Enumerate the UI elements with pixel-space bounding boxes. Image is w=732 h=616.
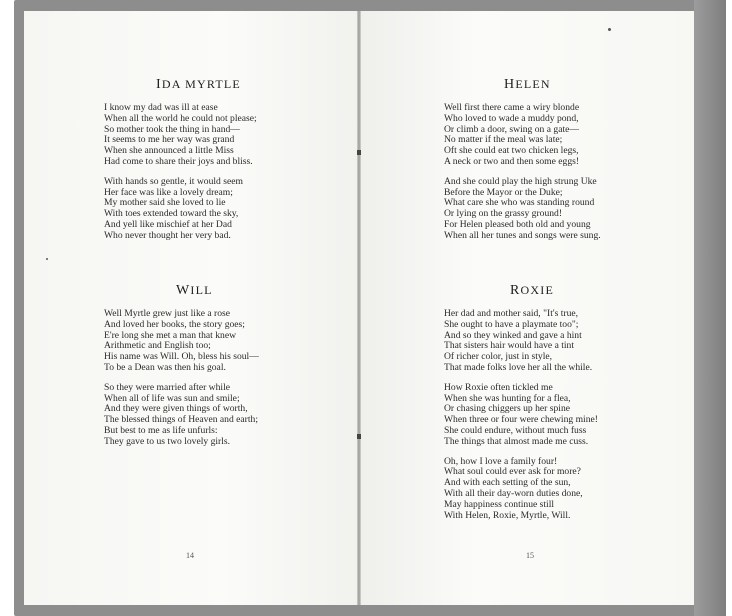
poem-body	[444, 103, 601, 242]
poem-line: But best to me as life unfurls:	[104, 424, 218, 436]
stanza	[104, 103, 257, 168]
poem-line: And loved her books, the story goes;	[104, 318, 245, 330]
poem-line: When she was hunting for a flea,	[444, 392, 571, 404]
poem-line: A neck or two and then some eggs!	[444, 155, 580, 167]
poem-line: Before the Mayor or the Duke;	[444, 186, 563, 198]
poem-body	[104, 309, 259, 448]
poem-line: She could endure, without much fuss	[444, 424, 587, 436]
poem-line: Her face was like a lovely dream;	[104, 186, 233, 198]
poem-helen	[444, 77, 601, 251]
stanza	[444, 383, 598, 448]
poem-line: And with each setting of the sun,	[444, 477, 571, 489]
poem-line: With Helen, Roxie, Myrtle, Will.	[444, 509, 571, 521]
poem-line: How Roxie often tickled me	[444, 381, 553, 393]
cover-edge	[694, 0, 726, 616]
poem-line: And yell like mischief at her Dad	[104, 218, 232, 230]
stanza	[104, 383, 259, 448]
binding-staple	[357, 434, 361, 439]
poem-line: So they were married after while	[104, 381, 230, 393]
poem-line: When all her tunes and songs were sung.	[444, 229, 601, 241]
poem-title: WILL	[176, 283, 213, 298]
page-number: 14	[186, 551, 194, 560]
poem-line: Well first there came a wiry blonde	[444, 102, 580, 113]
poem-line: That made folks love her all the while.	[444, 361, 593, 373]
poem-line: And they were given things of worth,	[104, 403, 248, 415]
poem-line: And so they winked and gave a hint	[444, 329, 582, 341]
paper-speck	[608, 28, 611, 31]
poem-line: Had come to share their joys and bliss.	[104, 155, 253, 167]
poem-body	[104, 103, 257, 242]
poem-line: I know my dad was ill at ease	[104, 102, 218, 113]
poem-line: Well Myrtle grew just like a rose	[104, 308, 231, 319]
poem-line: And she could play the high strung Uke	[444, 175, 597, 187]
poem-line: What soul could ever ask for more?	[444, 466, 581, 478]
poem-line: With hands so gentle, it would seem	[104, 175, 243, 187]
poem-title: IDA MYRTLE	[156, 77, 241, 92]
poem-line: My mother said she loved to lie	[104, 197, 226, 209]
page-number: 15	[526, 551, 534, 560]
poem-line: Her dad and mother said, "It's true,	[444, 308, 579, 319]
stanza	[444, 103, 601, 168]
poem-line: Oft she could eat two chicken legs,	[444, 145, 579, 157]
poem-line: No matter if the meal was late;	[444, 134, 563, 146]
poem-line: With all their day-worn duties done,	[444, 487, 583, 499]
poem-ida-myrtle	[104, 77, 257, 251]
poem-line: May happiness continue still	[444, 498, 555, 510]
stanza	[104, 177, 257, 242]
poem-line: She ought to have a playmate too";	[444, 318, 579, 330]
poem-line: When three or four were chewing mine!	[444, 414, 598, 426]
poem-line: It seems to me her way was grand	[104, 134, 235, 146]
poem-line: The blessed things of Heaven and earth;	[104, 414, 258, 426]
poem-line: What care she who was standing round	[444, 197, 595, 209]
stanza	[444, 457, 598, 522]
poem-title: HELEN	[504, 77, 551, 92]
poem-line: Or lying on the grassy ground!	[444, 208, 563, 220]
poem-line: They gave to us two lovely girls.	[104, 435, 231, 447]
paper-speck	[46, 258, 48, 260]
poem-line: When she announced a little Miss	[104, 145, 234, 157]
binding-staple	[357, 150, 361, 155]
poem-line: With toes extended toward the sky,	[104, 208, 239, 220]
poem-line: Of richer color, just in style,	[444, 351, 553, 363]
poem-line: The things that almost made me cuss.	[444, 435, 589, 447]
poem-line: Or chasing chiggers up her spine	[444, 403, 571, 415]
book-gutter	[357, 11, 361, 605]
left-page	[24, 11, 358, 605]
poem-line: Or climb a door, swing on a gate—	[444, 123, 579, 135]
stanza	[444, 177, 601, 242]
stanza	[104, 309, 259, 374]
poem-line: When all of life was sun and smile;	[104, 392, 240, 404]
poem-roxie	[444, 283, 598, 530]
poem-line: Oh, how I love a family four!	[444, 455, 558, 467]
poem-line: Arithmetic and English too;	[104, 340, 211, 352]
poem-line: Who loved to wade a muddy pond,	[444, 112, 579, 124]
poem-title: ROXIE	[510, 283, 555, 298]
poem-line: That sisters hair would have a tint	[444, 340, 575, 352]
poem-line: Who never thought her very bad.	[104, 229, 231, 241]
poem-line: So mother took the thing in hand—	[104, 123, 240, 135]
poem-body	[444, 309, 598, 521]
poem-line: For Helen pleased both old and young	[444, 218, 591, 230]
poem-line: To be a Dean was then his goal.	[104, 361, 226, 373]
right-page	[360, 11, 694, 605]
poem-line: His name was Will. Oh, bless his soul—	[104, 351, 259, 363]
poem-will	[104, 283, 259, 457]
poem-line: When all the world he could not please;	[104, 112, 257, 124]
stanza	[444, 309, 598, 374]
poem-line: E're long she met a man that knew	[104, 329, 237, 341]
